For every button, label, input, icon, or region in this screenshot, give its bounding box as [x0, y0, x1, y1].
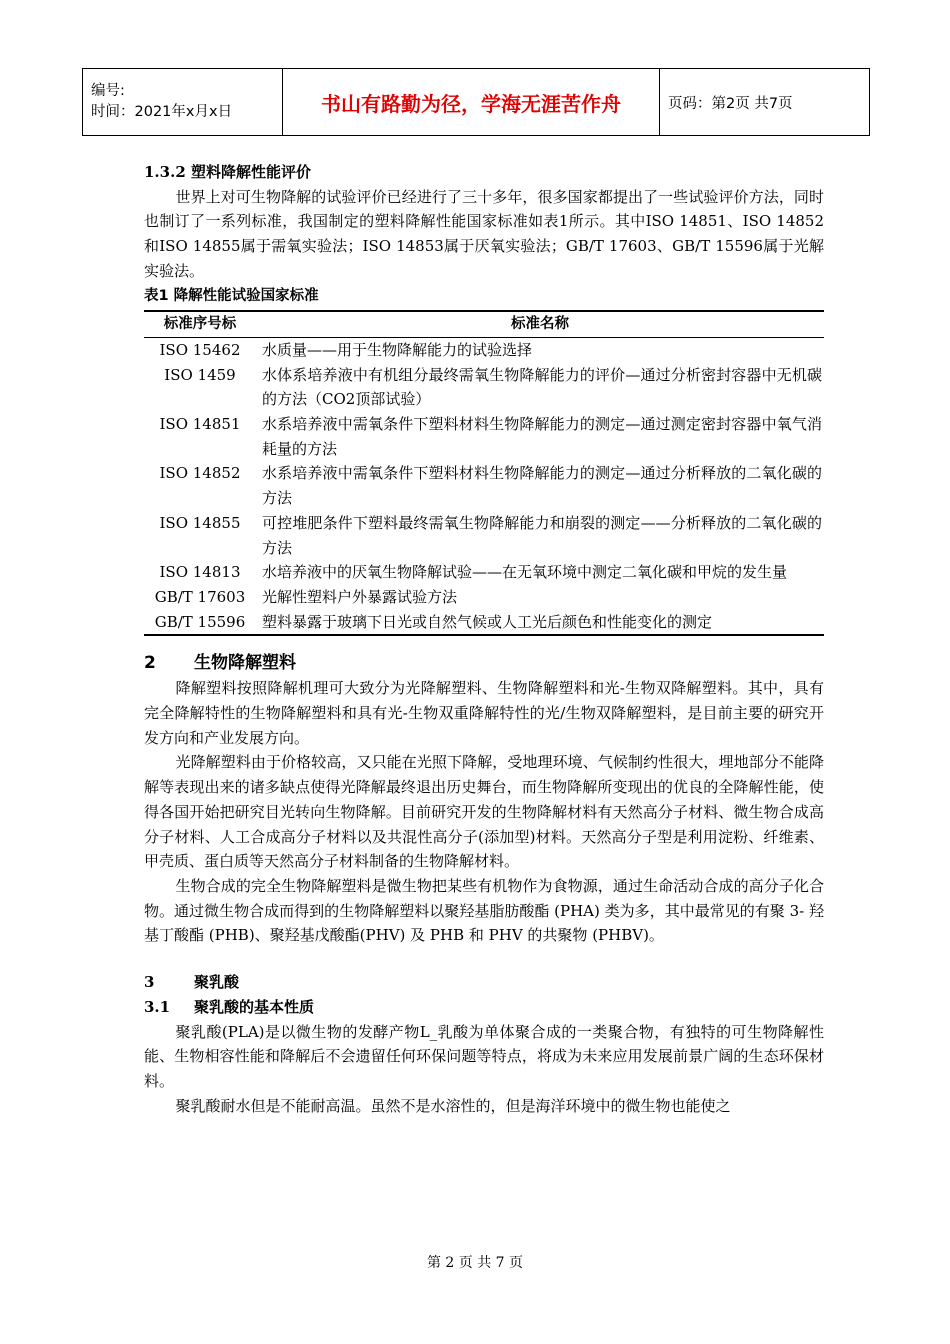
- page-footer: 第 2 页 共 7 页: [426, 1255, 524, 1271]
- column-header-code: 标准序号标: [144, 311, 256, 337]
- page-header: [82, 68, 870, 136]
- table-row: [144, 585, 824, 610]
- standard-code: ISO 14813: [159, 563, 241, 582]
- section-heading-3: [144, 970, 824, 995]
- standard-code: ISO 1459: [164, 365, 236, 384]
- section-title: 聚乳酸的基本性质: [194, 997, 315, 1016]
- section-heading-3-1: [144, 995, 824, 1020]
- section-title: 聚乳酸: [194, 973, 240, 992]
- section-heading-2: [144, 650, 824, 676]
- serial-label: 编号:: [91, 83, 125, 99]
- section-heading-1-3-2: 1.3.2 塑料降解性能评价: [144, 163, 311, 181]
- section-number: 3: [144, 973, 155, 992]
- paragraph: 光降解塑料由于价格较高，又只能在光照下降解，受地理环境、气候制约性很大，埋地部分不能降解等表现出来的诸多缺点使得光降解最终退出历史舞台，而生物降解所变现出的优良的全降解性能，使得各国开始把研究目光转向生物降解。目前研究开发的生物降解材料有天然高分子材料、微生物合成高分子材料、人工合成高分子材料以及共混性高分子(添加型)材料。天然高分子型是利用淀粉、纤维素、甲壳质、蛋白质等天然高分子材料制备的生物降解材料。: [144, 753, 824, 871]
- standard-code: ISO 15462: [159, 340, 241, 359]
- time-label: 时间：2021年x月x日: [91, 104, 233, 120]
- standard-code: GB/T 17603: [154, 587, 246, 606]
- spacer: [144, 948, 824, 970]
- table-row: [144, 461, 824, 510]
- standard-code: ISO 14852: [159, 464, 241, 483]
- standard-name: 塑料暴露于玻璃下日光或自然气候或人工光后颜色和性能变化的测定: [256, 610, 824, 636]
- header-motto: 书山有路勤为径，学海无涯苦作舟: [283, 69, 660, 136]
- standard-code: ISO 14851: [159, 415, 241, 434]
- standard-name: 可控堆肥条件下塑料最终需氧生物降解能力和崩裂的测定——分析释放的二氧化碳的方法: [262, 513, 822, 557]
- table-row: [144, 610, 824, 636]
- section-number: 3.1: [144, 997, 171, 1016]
- header-meta: [83, 69, 283, 136]
- table-row: [144, 412, 824, 461]
- standard-name: 水质量——用于生物降解能力的试验选择: [262, 340, 533, 359]
- standard-code: GB/T 15596: [144, 610, 256, 636]
- standard-code: ISO 14855: [159, 513, 241, 532]
- table-row: [144, 560, 824, 585]
- section-number: 2: [144, 653, 156, 674]
- document-body: [144, 160, 824, 1118]
- table-header-row: [144, 311, 824, 337]
- table-row: [144, 511, 824, 560]
- table-row: [144, 363, 824, 412]
- standard-name: 光解性塑料户外暴露试验方法: [262, 587, 458, 606]
- paragraph: 降解塑料按照降解机理可大致分为光降解塑料、生物降解塑料和光-生物双降解塑料。其中，具有完全降解特性的生物降解塑料和具有光-生物双重降解特性的光/生物双降解塑料，是目前主要的研究开发方向和产业发展方向。: [144, 679, 824, 747]
- standard-name: 水系培养液中需氧条件下塑料材料生物降解能力的测定—通过测定密封容器中氧气消耗量的方法: [262, 415, 822, 458]
- paragraph: 聚乳酸耐水但是不能耐高温。虽然不是水溶性的，但是海洋环境中的微生物也能使之: [175, 1096, 731, 1115]
- header-page-info: 页码：第2页 共7页: [660, 69, 870, 136]
- paragraph: 聚乳酸(PLA)是以微生物的发酵产物L_乳酸为单体聚合成的一类聚合物，有独特的可生物降解性能、生物相容性能和降解后不会遗留任何环保问题等特点，将成为未来应用发展前景广阔的生态环保材料。: [144, 1022, 824, 1090]
- standards-table: [144, 310, 824, 636]
- table-caption: 表1 降解性能试验国家标准: [144, 287, 319, 304]
- standard-name: 水体系培养液中有机组分最终需氧生物降解能力的评价—通过分析密封容器中无机碳的方法（CO2顶部试验）: [262, 365, 822, 409]
- table-row: [144, 337, 824, 362]
- paragraph: 生物合成的完全生物降解塑料是微生物把某些有机物作为食物源，通过生命活动合成的高分子化合物。通过微生物合成而得到的生物降解塑料以聚羟基脂肪酸酯 (PHA) 类为多，其中最常见的有聚 3- 羟基丁酸酯 (PHB)、聚羟基戊酸酯(PHV) 及 PHB 和 PHV 的共聚物 (PHBV)。: [144, 876, 824, 945]
- column-header-name: 标准名称: [256, 311, 824, 337]
- paragraph: 世界上对可生物降解的试验评价已经进行了三十多年，很多国家都提出了一些试验评价方法，同时也制订了一系列标准，我国制定的塑料降解性能国家标准如表1所示。其中ISO 14851、ISO 14852和ISO 14855属于需氧实验法；ISO 14853属于厌氧实验法；GB/T 17603、GB/T 15596属于光解实验法。: [144, 187, 824, 280]
- section-title: 生物降解塑料: [194, 653, 296, 674]
- standard-name: 水培养液中的厌氧生物降解试验——在无氧环境中测定二氧化碳和甲烷的发生量: [262, 563, 788, 582]
- standard-name: 水系培养液中需氧条件下塑料材料生物降解能力的测定—通过分析释放的二氧化碳的方法: [262, 464, 822, 508]
